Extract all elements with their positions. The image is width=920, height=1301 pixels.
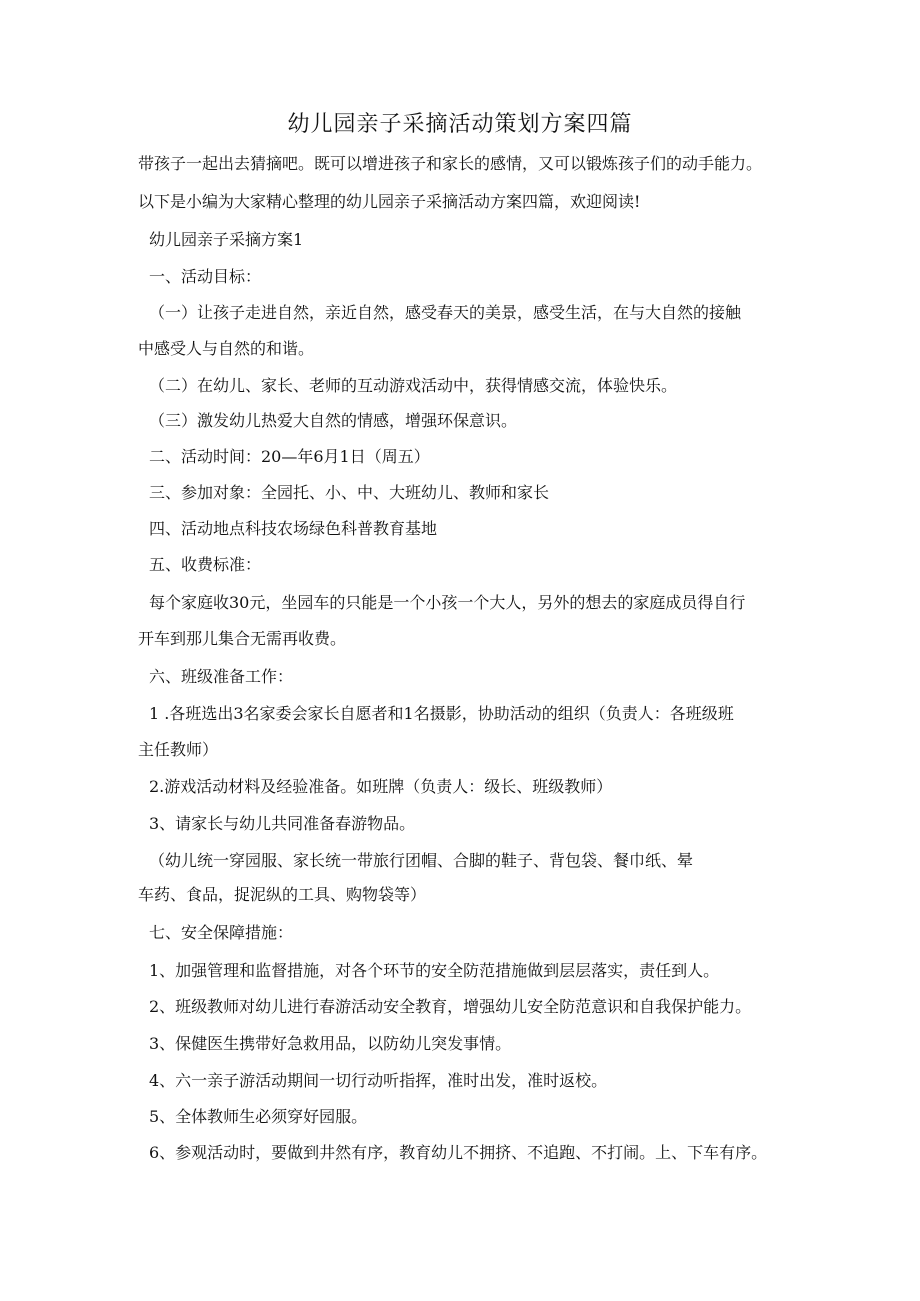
prep-1-line-1: 1 .各班选出3名家委会家长自愿者和1名摄影，协助活动的组织（负责人：各班级班: [149, 704, 734, 723]
prep-1-line-2: 主任教师）: [138, 740, 219, 759]
heading-class-preparation: 六、班级准备工作：: [149, 667, 294, 686]
safety-4: 4、六一亲子游活动期间一切行动听指挥，准时出发，准时返校。: [149, 1071, 608, 1090]
intro-line-1: 带孩子一起出去猜摘吧。既可以增进孩子和家长的感情，又可以锻炼孩子们的动手能力。: [138, 154, 763, 173]
heading-activity-goals: 一、活动目标：: [149, 267, 262, 286]
fee-line-2: 开车到那儿集合无需再收费。: [138, 629, 347, 648]
participants: 三、参加对象：全园托、小、中、大班幼儿、教师和家长: [149, 483, 550, 502]
prep-3: 3、请家长与幼儿共同准备春游物品。: [149, 814, 416, 833]
intro-line-2: 以下是小编为大家精心整理的幼儿园亲子采摘活动方案四篇，欢迎阅读!: [138, 192, 641, 211]
activity-time: 二、活动时间：20—年6月1日（周五）: [149, 447, 430, 466]
safety-2: 2、班级教师对幼儿进行春游活动安全教育，增强幼儿安全防范意识和自我保护能力。: [149, 997, 752, 1016]
prep-3-detail-line-1: （幼儿统一穿园服、家长统一带旅行团帽、合脚的鞋子、背包袋、餐巾纸、晕: [149, 851, 694, 870]
goal-1-line-2: 中感受人与自然的和谐。: [138, 339, 315, 358]
fee-line-1: 每个家庭收30元，坐园车的只能是一个小孩一个大人，另外的想去的家庭成员得自行: [149, 593, 746, 612]
heading-fee-standard: 五、收费标准：: [149, 555, 262, 574]
safety-3: 3、保健医生携带好急救用品，以防幼儿突发事情。: [149, 1034, 512, 1053]
section-heading-plan-1: 幼儿园亲子采摘方案1: [149, 230, 304, 249]
prep-2: 2.游戏活动材料及经验准备。如班牌（负责人：级长、班级教师）: [149, 777, 613, 796]
prep-3-detail-line-2: 车药、食品，捉泥纵的工具、购物袋等）: [138, 885, 427, 904]
heading-safety-measures: 七、安全保障措施：: [149, 923, 294, 942]
safety-6: 6、参观活动时，要做到井然有序，教育幼儿不拥挤、不追跑、不打闹。上、下车有序。: [149, 1143, 768, 1162]
goal-2: （二）在幼儿、家长、老师的互动游戏活动中，获得情感交流，体验快乐。: [149, 376, 678, 395]
goal-1-line-1: （一）让孩子走进自然，亲近自然，感受春天的美景，感受生活，在与大自然的接触: [149, 303, 742, 322]
safety-5: 5、全体教师生必须穿好园服。: [149, 1107, 368, 1126]
activity-location: 四、活动地点科技农场绿色科普教育基地: [149, 519, 438, 538]
goal-3: （三）激发幼儿热爱大自然的情感，增强环保意识。: [149, 411, 518, 430]
safety-1: 1、加强管理和监督措施，对各个环节的安全防范措施做到层层落实，责任到人。: [149, 961, 720, 980]
document-title: 幼儿园亲子采摘活动策划方案四篇: [287, 112, 633, 137]
